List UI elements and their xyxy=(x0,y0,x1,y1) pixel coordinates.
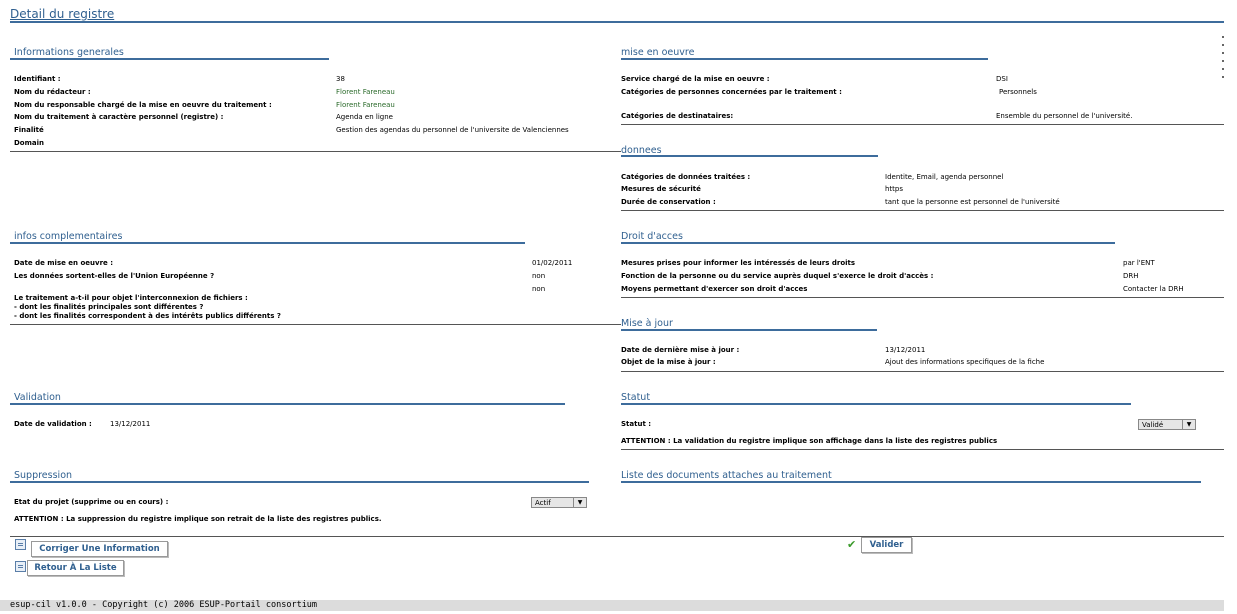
valider-button[interactable]: Valider xyxy=(861,537,912,553)
field-value-date-validation: 13/12/2011 xyxy=(110,420,151,428)
statut-select[interactable] xyxy=(1138,419,1196,430)
field-value-mesures-informer: par l'ENT xyxy=(1123,259,1155,267)
field-label-responsable: Nom du responsable chargé de la mise en oeuvre du traitement : xyxy=(14,101,272,109)
field-value-securite: https xyxy=(885,185,904,193)
field-value-responsable: Florent Fareneau xyxy=(336,101,395,109)
field-label-finalite: Finalité xyxy=(14,126,44,134)
section-underline xyxy=(10,481,589,483)
section-divider xyxy=(621,297,1224,298)
section-divider xyxy=(621,124,1224,125)
field-value-destinataires: Ensemble du personnel de l'université. xyxy=(996,112,1133,120)
section-title-droit: Droit d'acces xyxy=(621,231,683,242)
section-title-validation: Validation xyxy=(14,392,61,403)
scroll-indicator[interactable] xyxy=(1222,36,1224,84)
field-label-union-europeenne: Les données sortent-elles de l'Union Européenne ? xyxy=(14,272,215,280)
corriger-information-button[interactable]: Corriger Une Information xyxy=(31,541,168,557)
field-label-traitement: Nom du traitement à caractère personnel (registre) : xyxy=(14,113,224,121)
actions-divider xyxy=(10,536,1224,537)
section-divider xyxy=(621,371,1224,372)
section-underline xyxy=(10,403,565,405)
section-divider xyxy=(10,324,621,325)
etat-projet-select[interactable] xyxy=(531,497,587,508)
checkmark-icon: ✔ xyxy=(847,538,857,551)
field-label-conservation: Durée de conservation : xyxy=(621,198,716,206)
section-underline xyxy=(621,403,1131,405)
field-label-etat-projet: Etat du projet (supprime ou en cours) : xyxy=(14,498,169,506)
section-title-mise: mise en oeuvre xyxy=(621,47,695,58)
suppression-attention: ATTENTION : La suppression du registre implique son retrait de la liste des registres publics. xyxy=(14,515,382,523)
section-divider xyxy=(621,449,1224,450)
chevron-down-icon: ▼ xyxy=(573,498,586,507)
field-label-redacteur: Nom du rédacteur : xyxy=(14,88,91,96)
field-label-date-maj: Date de dernière mise à jour : xyxy=(621,346,740,354)
interconnexion-question-finalites: - dont les finalités principales sont différentes ? xyxy=(14,303,204,311)
field-label-destinataires: Catégories de destinataires: xyxy=(621,112,734,120)
field-value-date-maj: 13/12/2011 xyxy=(885,346,926,354)
section-title-donnees: donnees xyxy=(621,145,662,156)
field-value-redacteur: Florent Fareneau xyxy=(336,88,395,96)
list-icon[interactable] xyxy=(15,561,26,572)
field-label-moyens-droit: Moyens permettant d'exercer son droit d'acces xyxy=(621,285,808,293)
field-label-categories-donnees: Catégories de données traitées : xyxy=(621,173,751,181)
field-label-date-validation: Date de validation : xyxy=(14,420,92,428)
field-value-finalite: Gestion des agendas du personnel de l'universite de Valenciennes xyxy=(336,126,569,134)
edit-document-icon[interactable] xyxy=(15,539,26,550)
field-value-interconnexion: non xyxy=(532,285,546,293)
field-label-service: Service chargé de la mise en oeuvre : xyxy=(621,75,770,83)
section-divider xyxy=(10,151,621,152)
page-title: Detail du registre xyxy=(10,7,115,21)
field-label-date-mise: Date de mise en oeuvre : xyxy=(14,259,114,267)
section-underline xyxy=(10,58,329,60)
interconnexion-question-interets: - dont les finalités correspondent à des intérêts publics différents ? xyxy=(14,312,281,320)
section-underline xyxy=(621,242,1115,244)
etat-projet-select-value: Actif xyxy=(535,499,551,507)
section-underline xyxy=(621,58,988,60)
section-title-general: Informations generales xyxy=(14,47,124,58)
field-label-domain: Domain xyxy=(14,139,45,147)
field-value-traitement: Agenda en ligne xyxy=(336,113,393,121)
section-title-infos: infos complementaires xyxy=(14,231,123,242)
field-value-service: DSI xyxy=(996,75,1008,83)
footer-copyright: esup-cil v1.0.0 - Copyright (c) 2006 ESUP-Portail consortium xyxy=(0,600,1224,611)
field-label-fonction-droit: Fonction de la personne ou du service auprès duquel s'exerce le droit d'accès : xyxy=(621,272,934,280)
field-value-union-europeenne: non xyxy=(532,272,546,280)
field-value-identifiant: 38 xyxy=(336,75,345,83)
section-underline xyxy=(10,242,525,244)
section-underline xyxy=(621,481,1201,483)
section-divider xyxy=(621,210,1224,211)
section-title-documents: Liste des documents attaches au traitement xyxy=(621,470,832,481)
section-title-maj: Mise à jour xyxy=(621,318,673,329)
section-underline xyxy=(621,155,878,157)
field-value-objet-maj: Ajout des informations specifiques de la fiche xyxy=(885,358,1045,366)
field-value-personnes: Personnels xyxy=(999,88,1037,96)
field-label-mesures-informer: Mesures prises pour informer les intéressés de leurs droits xyxy=(621,259,856,267)
statut-attention: ATTENTION : La validation du registre implique son affichage dans la liste des registres publics xyxy=(621,437,998,445)
retour-liste-button[interactable]: Retour À La Liste xyxy=(27,560,124,576)
field-label-personnes: Catégories de personnes concernées par le traitement : xyxy=(621,88,842,96)
interconnexion-question: Le traitement a-t-il pour objet l'interconnexion de fichiers : xyxy=(14,294,248,302)
section-title-suppression: Suppression xyxy=(14,470,73,481)
field-value-conservation: tant que la personne est personnel de l'université xyxy=(885,198,1060,206)
section-title-statut: Statut xyxy=(621,392,651,403)
field-value-date-mise: 01/02/2011 xyxy=(532,259,573,267)
field-label-statut: Statut : xyxy=(621,420,652,428)
field-label-identifiant: Identifiant : xyxy=(14,75,61,83)
field-label-securite: Mesures de sécurité xyxy=(621,185,701,193)
field-value-fonction-droit: DRH xyxy=(1123,272,1139,280)
section-underline xyxy=(621,329,877,331)
field-value-moyens-droit: Contacter la DRH xyxy=(1123,285,1184,293)
chevron-down-icon: ▼ xyxy=(1182,420,1195,429)
field-value-categories-donnees: Identite, Email, agenda personnel xyxy=(885,173,1004,181)
statut-select-value: Validé xyxy=(1142,421,1164,429)
field-label-objet-maj: Objet de la mise à jour : xyxy=(621,358,716,366)
title-divider xyxy=(10,21,1224,23)
